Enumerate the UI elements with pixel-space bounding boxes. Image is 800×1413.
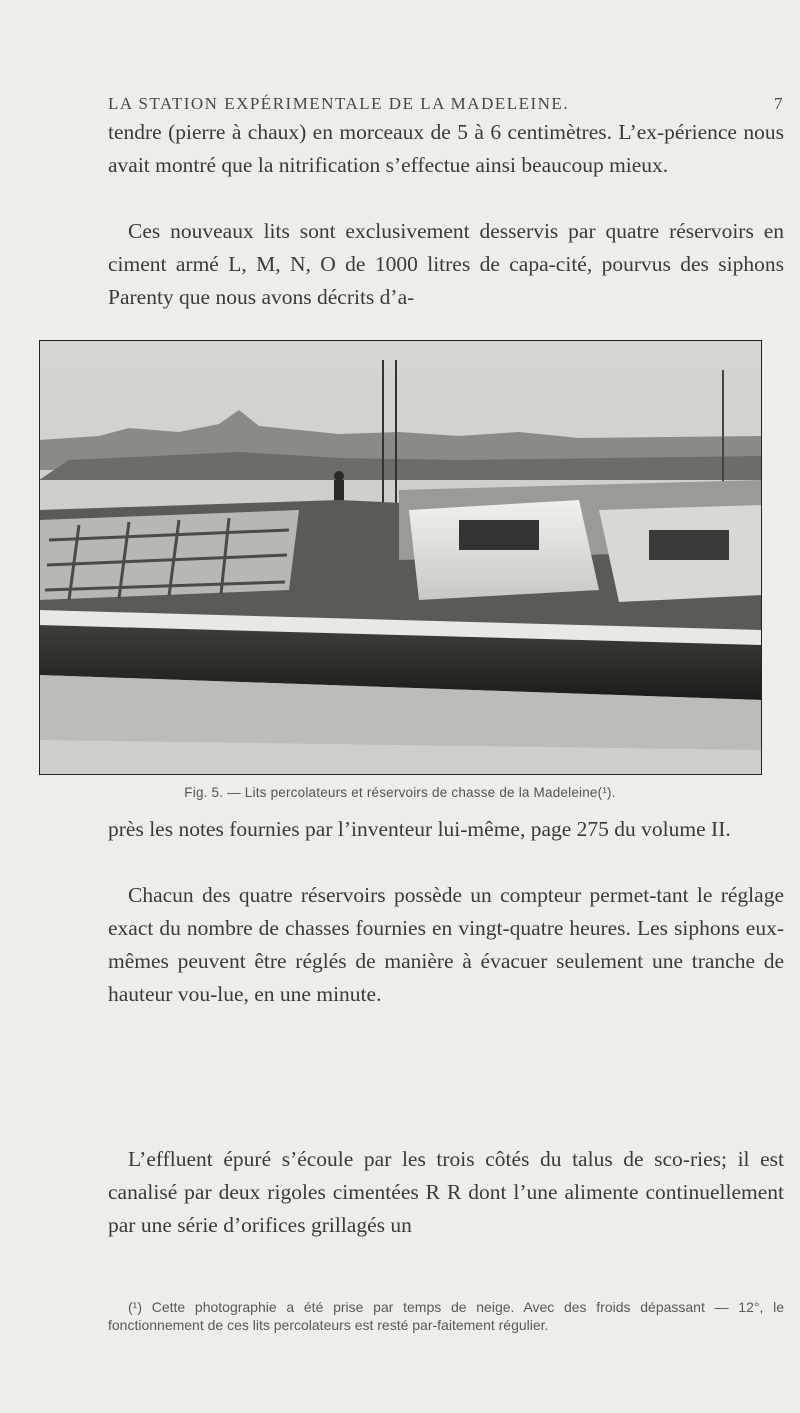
page-number: 7 <box>774 94 784 113</box>
paragraph-5: L’effluent épuré s’écoule par les trois côtés du talus de sco-ries; il est canalisé par deux rigoles cimentées R R dont l’une alimente continuellement par une série d’orifices grillagés un <box>108 1147 784 1237</box>
paragraph-4: Chacun des quatre réservoirs possède un compteur permet-tant le réglage exact du nombre de chasses fournies en vingt-quatre heures. Les siphons eux-mêmes peuvent être réglés de manière à évacuer seulement une tranche de hauteur vou-lue, en une minute. <box>108 883 784 1006</box>
figure-photograph <box>39 340 762 775</box>
paragraph-2: Ces nouveaux lits sont exclusivement desservis par quatre réservoirs en ciment armé L, M, N, O de 1000 litres de capa-cité, pourvus des siphons Parenty que nous avons décrits d’a- <box>108 219 784 309</box>
paragraph-3: près les notes fournies par l’inventeur lui-même, page 275 du volume II. <box>108 817 731 841</box>
running-header <box>108 94 784 114</box>
running-title: LA STATION EXPÉRIMENTALE DE LA MADELEINE. <box>108 94 570 113</box>
footnote: (¹) Cette photographie a été prise par temps de neige. Avec des froids dépassant — 12°, le fonctionnement de ces lits percolateurs est resté par-faitement régulier. <box>108 1299 784 1333</box>
paragraph-1: tendre (pierre à chaux) en morceaux de 5 à 6 centimètres. L’ex-périence nous avait montré que la nitrification s’effectue ainsi beaucoup mieux. <box>108 120 784 177</box>
percolator-beds-photo <box>39 340 762 775</box>
figure-caption: Fig. 5. — Lits percolateurs et réservoirs de chasse de la Madeleine(¹). <box>184 785 616 800</box>
